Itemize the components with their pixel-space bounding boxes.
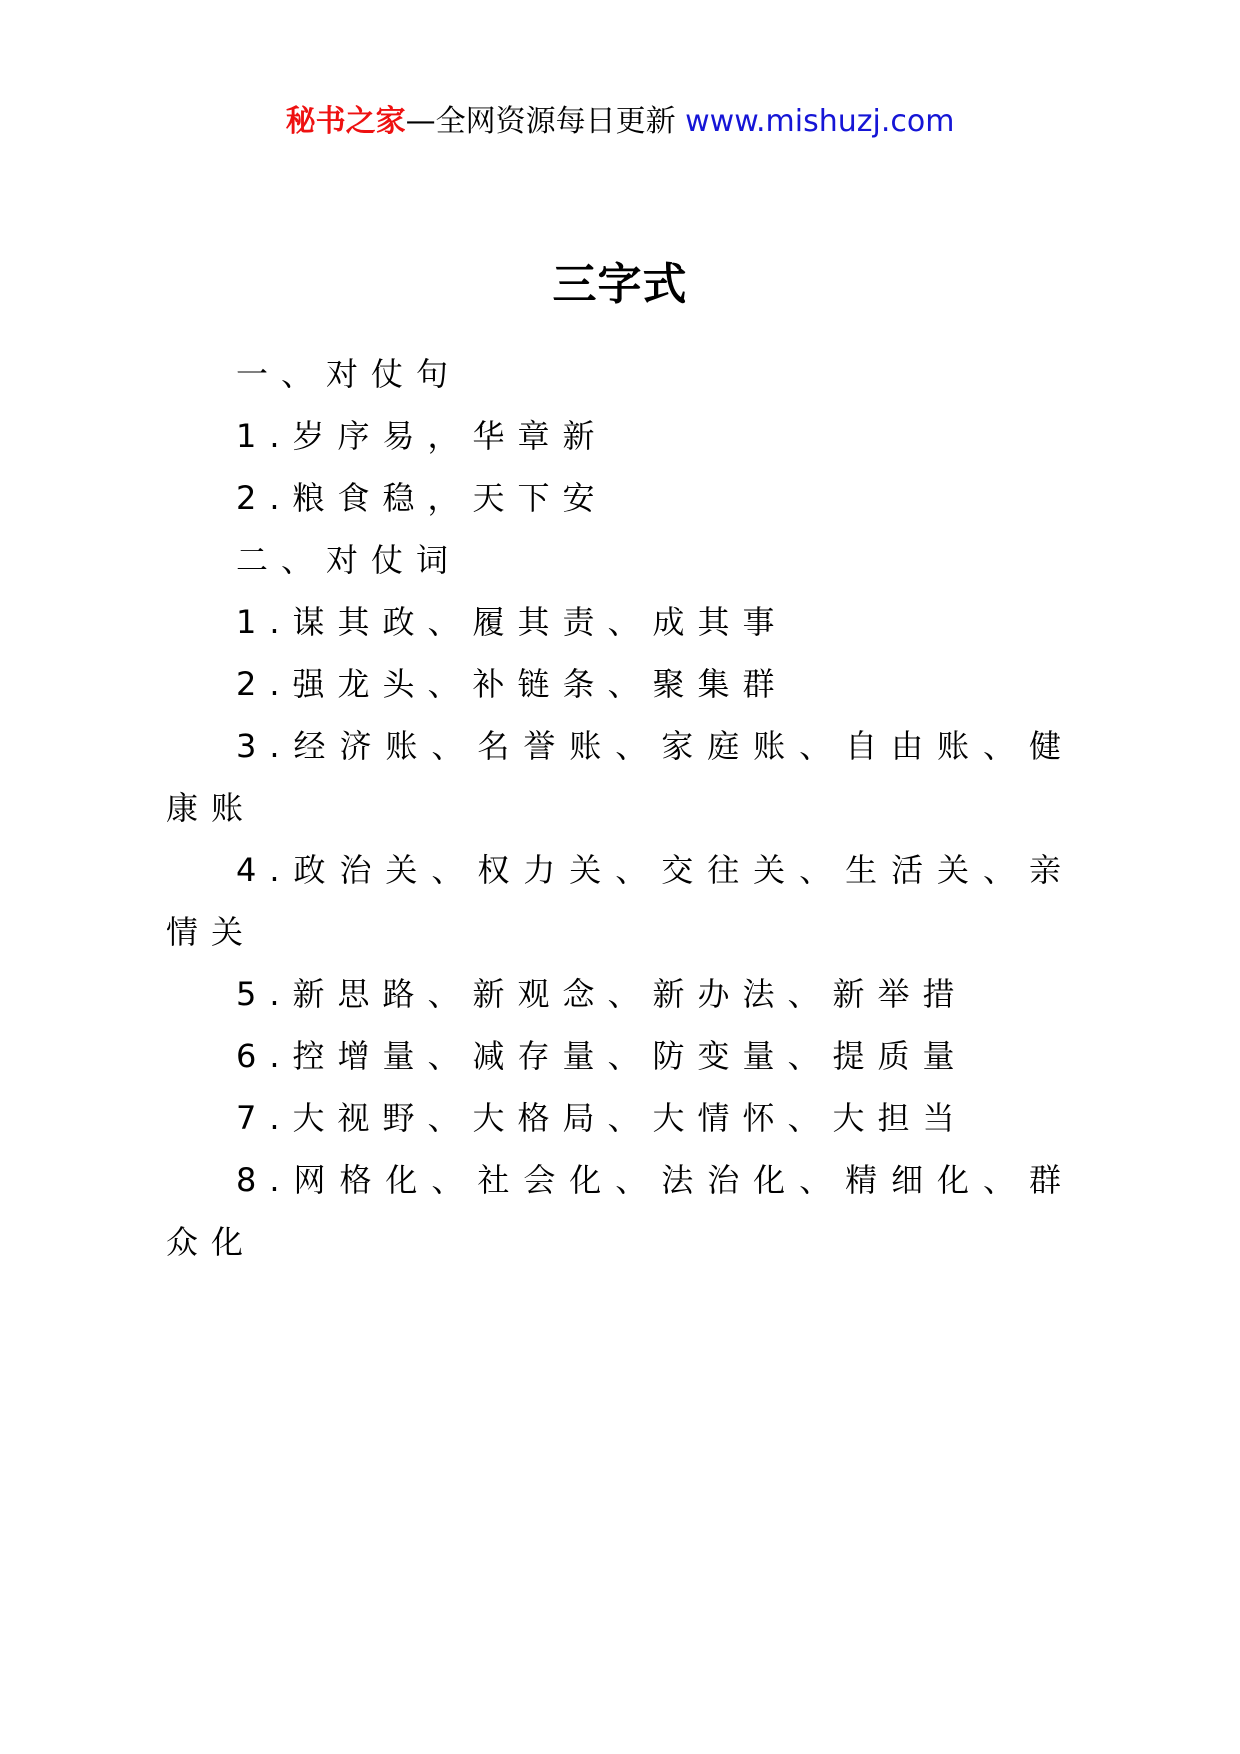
list-item: 2.强龙头、补链条、聚集群 (236, 665, 788, 703)
list-item: 8.网格化、社会化、法治化、精细化、群众化 (166, 1161, 1074, 1261)
header-tagline: —全网资源每日更新 (405, 104, 686, 139)
header-url[interactable]: www.mishuzj.com (685, 104, 955, 139)
section-heading: 一、对仗句 (236, 355, 462, 393)
list-item: 1.岁序易，华章新 (236, 417, 608, 455)
page-header (0, 102, 1240, 142)
list-item: 6.控增量、减存量、防变量、提质量 (236, 1037, 968, 1075)
header-brand: 秘书之家 (285, 104, 406, 139)
list-item: 2.粮食稳，天下安 (236, 479, 608, 517)
list-item: 3.经济账、名誉账、家庭账、自由账、健康账 (166, 727, 1074, 827)
list-item: 5.新思路、新观念、新办法、新举措 (236, 975, 968, 1013)
section-heading: 二、对仗词 (236, 541, 462, 579)
list-item: 4.政治关、权力关、交往关、生活关、亲情关 (166, 851, 1074, 951)
document-body (166, 343, 1074, 1273)
list-item: 7.大视野、大格局、大情怀、大担当 (236, 1099, 968, 1137)
list-item: 1.谋其政、履其责、成其事 (236, 603, 788, 641)
document-title: 三字式 (552, 259, 688, 310)
